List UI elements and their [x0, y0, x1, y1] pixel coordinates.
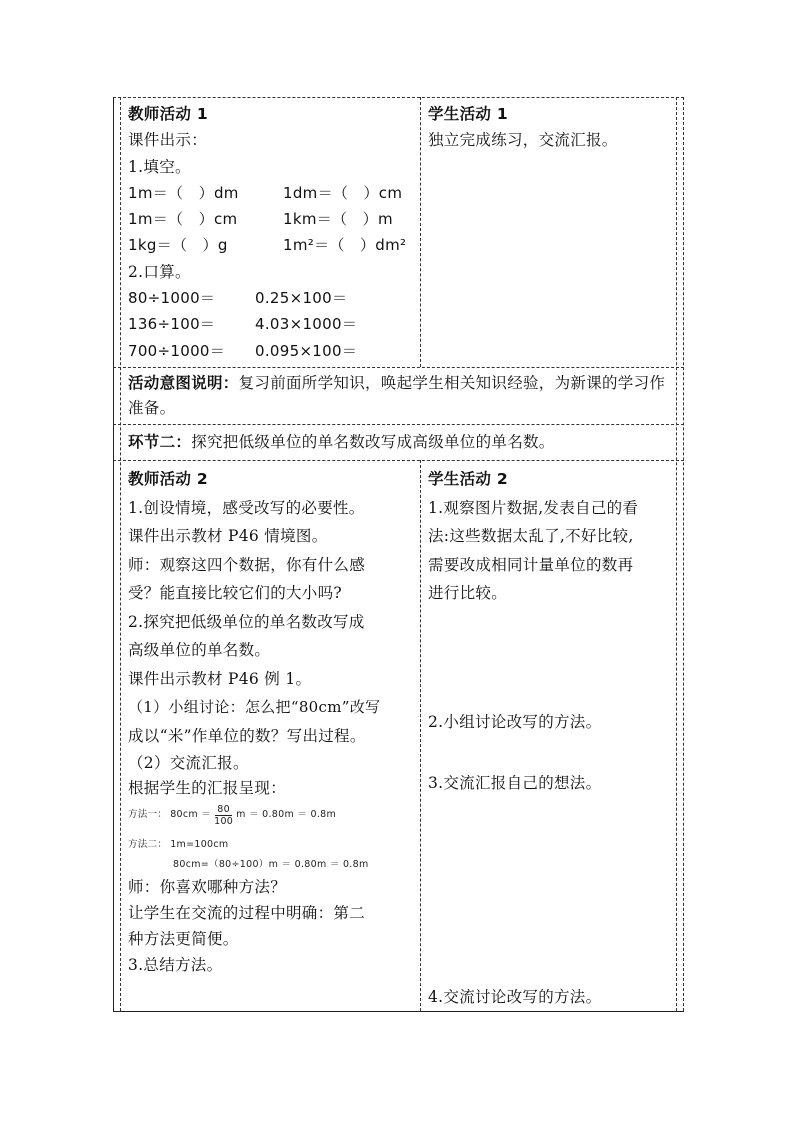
method-one-label: 方法一：	[128, 809, 168, 820]
oral-calc-item: 136÷100＝	[128, 315, 216, 334]
teacher-question-line-1: 师：观察这四个数据，你有什么感	[128, 555, 366, 574]
oral-calc-label: 2.口算。	[128, 262, 191, 281]
student-observe-line-2: 法:这些数据太乱了,不好比较,	[428, 527, 634, 545]
student-activity-2-cell	[428, 465, 678, 608]
table-right-border	[683, 97, 684, 1011]
method-one	[128, 800, 418, 830]
student-report-ideas	[428, 770, 601, 796]
teacher-report: （2）交流汇报。	[128, 754, 249, 772]
teacher-activity-1-heading: 教师活动 1	[128, 105, 208, 123]
teacher-step-3: 3.总结方法。	[128, 956, 223, 974]
courseware-show-label: 课件出示：	[128, 131, 208, 150]
method-one-lhs: 80cm ＝	[170, 809, 212, 820]
oral-calc-item: 80÷1000＝	[128, 289, 216, 308]
fill-blank-item: 1dm＝（ ）cm	[283, 183, 403, 202]
student-observe-line-3: 需要改成相同计量单位的数再	[428, 555, 634, 574]
fill-blank-item: 1m＝（ ）dm	[128, 183, 239, 202]
oral-calc-item: 0.095×100＝	[255, 341, 358, 360]
student-observe-line-1: 1.观察图片数据,发表自己的看	[428, 498, 639, 517]
stage-two-cell	[128, 429, 673, 455]
method-one-fraction	[214, 804, 233, 827]
activity-intent-text: 复习前面所学知识，唤起学生相关知识经验，为新课的学习作准备。	[128, 374, 666, 417]
fill-blank-item: 1kg＝（ ）g	[128, 236, 228, 255]
fill-blank-item: 1km＝（ ）m	[283, 210, 393, 229]
student-observe-line-4: 进行比较。	[428, 584, 508, 602]
student-activity-1-heading: 学生活动 1	[428, 105, 508, 123]
method-two-line-2: 80cm=（80÷100）m ＝ 0.80m ＝ 0.8m	[173, 859, 369, 870]
method-two	[128, 838, 418, 874]
fill-blank-grid	[128, 180, 418, 259]
student-activity-2-heading: 学生活动 2	[428, 470, 508, 488]
fraction-denominator: 100	[214, 815, 234, 827]
teacher-activity-2-heading: 教师活动 2	[128, 470, 208, 488]
stage-two-text: 探究把低级单位的单名数改写成高级单位的单名数。	[191, 433, 555, 451]
teacher-question-line-2: 受？能直接比较它们的大小吗?	[128, 584, 343, 602]
student-activity-1-cell	[428, 101, 674, 154]
teacher-example-1: 课件出示教材 P46 例 1。	[128, 669, 312, 688]
student-activity-1-text: 独立完成练习，交流汇报。	[428, 131, 618, 150]
fill-blank-item: 1m²＝（ ）dm²	[283, 236, 407, 255]
table-top-border	[113, 97, 684, 98]
teacher-step-2-line-2: 高级单位的单名数。	[128, 641, 271, 659]
table-left-border-inner	[120, 97, 121, 1011]
teacher-discussion-line-2: 成以“米”作单位的数？写出过程。	[128, 726, 366, 745]
fill-blank-label: 1.填空。	[128, 157, 191, 176]
column-divider-2	[420, 460, 421, 1011]
activity-intent-paragraph	[128, 371, 673, 421]
activity-intent-label: 活动意图说明：	[128, 374, 239, 392]
teacher-courseware-p46: 课件出示教材 P46 情境图。	[128, 527, 328, 545]
teacher-step-2-line-1: 2.探究把低级单位的单名数改写成	[128, 612, 365, 631]
teacher-preference-question: 师：你喜欢哪种方法？	[128, 878, 287, 896]
student-exchange-method	[428, 984, 601, 1010]
teacher-discussion-line-1: （1）小组讨论：怎么把“80cm”改写	[128, 698, 381, 716]
fraction-numerator: 80	[217, 803, 230, 815]
student-report-ideas-text: 3.交流汇报自己的想法。	[428, 774, 602, 792]
method-two-label: 方法二：	[128, 839, 168, 850]
row-divider-2	[113, 424, 684, 425]
stage-two-label: 环节二：	[128, 433, 192, 451]
teacher-present-label: 根据学生的汇报呈现：	[128, 779, 287, 797]
oral-calc-item: 4.03×1000＝	[255, 315, 358, 334]
table-bottom-border	[113, 1011, 684, 1012]
student-exchange-method-text: 4.交流讨论改写的方法。	[428, 988, 602, 1006]
row-divider-3	[113, 460, 684, 461]
fill-blank-item: 1m＝（ ）cm	[128, 210, 238, 229]
teacher-step-1: 1.创设情境，感受改写的必要性。	[128, 498, 365, 517]
student-discuss-method	[428, 709, 601, 735]
teacher-clarify-line-1: 让学生在交流的过程中明确：第二	[128, 904, 366, 922]
oral-calc-item: 0.25×100＝	[255, 289, 348, 308]
table-left-border	[113, 97, 114, 1011]
oral-calc-grid	[128, 285, 418, 364]
method-one-rhs: m ＝ 0.80m ＝ 0.8m	[236, 809, 337, 820]
student-discuss-method-text: 2.小组讨论改写的方法。	[428, 713, 602, 731]
oral-calc-item: 700÷1000＝	[128, 341, 226, 360]
method-two-line-1: 1m=100cm	[170, 839, 229, 850]
activity-intent-cell	[128, 371, 673, 421]
teacher-activity-2-cell	[128, 465, 418, 978]
row-divider-1	[113, 367, 684, 368]
teacher-activity-1-cell	[128, 101, 418, 364]
teacher-clarify-line-2: 种方法更简便。	[128, 930, 239, 948]
